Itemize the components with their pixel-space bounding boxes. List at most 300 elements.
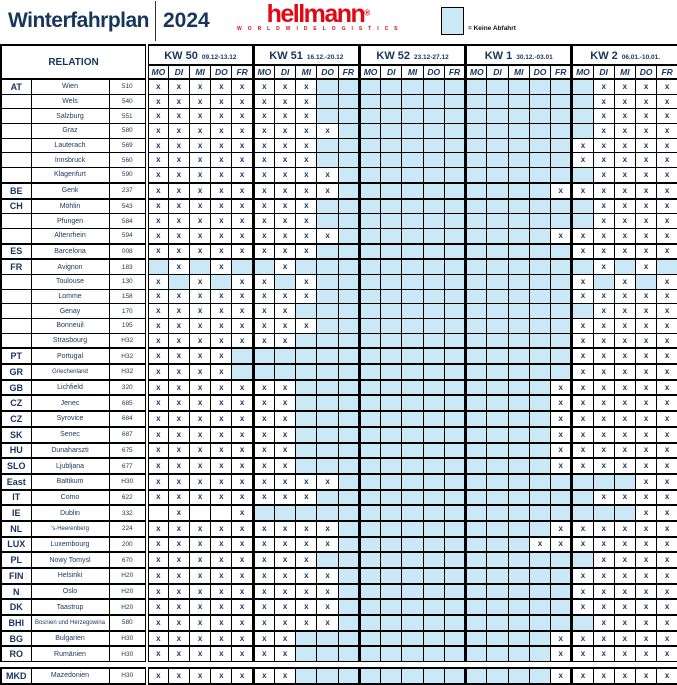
schedule-cell: x: [253, 79, 274, 94]
schedule-cell: [402, 214, 423, 229]
relation-name-cell: 's-Heerenberg: [31, 521, 109, 537]
relation-number-cell: 320: [109, 380, 147, 396]
schedule-cell: [508, 584, 529, 600]
schedule-cell: x: [168, 94, 189, 109]
schedule-cell: x: [190, 214, 211, 229]
schedule-cell: [487, 521, 508, 537]
relation-number-cell: 684: [109, 411, 147, 427]
schedule-cell: x: [211, 138, 232, 153]
country-code-cell: [1, 124, 31, 139]
day-header: DI: [593, 65, 614, 79]
schedule-cell: [529, 214, 550, 229]
schedule-cell: x: [614, 304, 635, 319]
schedule-cell: x: [147, 304, 168, 319]
schedule-cell: x: [232, 474, 253, 490]
schedule-cell: x: [253, 599, 274, 615]
relation-name-cell: Como: [31, 490, 109, 506]
country-code-cell: SLO: [1, 458, 31, 474]
schedule-cell: [359, 138, 380, 153]
schedule-cell: x: [657, 138, 677, 153]
schedule-cell: x: [593, 568, 614, 584]
schedule-cell: x: [211, 124, 232, 139]
keine-abfahrt-swatch: [441, 7, 464, 35]
schedule-cell: [466, 568, 487, 584]
logo-tagline: W O R L D W I D E L O G I S T I C S: [237, 26, 400, 32]
schedule-cell: [551, 214, 572, 229]
relation-number-cell: H30: [109, 474, 147, 490]
schedule-cell: [423, 631, 444, 647]
schedule-cell: x: [211, 584, 232, 600]
schedule-cell: x: [190, 333, 211, 348]
schedule-cell: [338, 443, 359, 459]
schedule-cell: [423, 427, 444, 443]
schedule-cell: [423, 364, 444, 380]
schedule-cell: [338, 153, 359, 168]
schedule-cell: [444, 244, 465, 260]
relation-name-cell: Taastrup: [31, 599, 109, 615]
schedule-cell: [487, 364, 508, 380]
schedule-cell: [402, 427, 423, 443]
schedule-cell: [508, 138, 529, 153]
schedule-cell: [466, 274, 487, 289]
schedule-cell: x: [593, 552, 614, 568]
schedule-cell: [551, 474, 572, 490]
schedule-cell: x: [657, 214, 677, 229]
schedule-cell: x: [168, 183, 189, 199]
schedule-cell: [529, 668, 550, 684]
schedule-cell: x: [232, 443, 253, 459]
day-header: DI: [168, 65, 189, 79]
schedule-cell: [423, 259, 444, 274]
schedule-cell: [444, 124, 465, 139]
schedule-cell: x: [657, 333, 677, 348]
schedule-cell: [423, 599, 444, 615]
schedule-cell: [529, 138, 550, 153]
schedule-cell: [402, 124, 423, 139]
schedule-cell: [487, 124, 508, 139]
schedule-cell: [317, 552, 338, 568]
schedule-cell: x: [593, 599, 614, 615]
schedule-cell: x: [296, 568, 317, 584]
schedule-cell: x: [232, 79, 253, 94]
relation-number-cell: 584: [109, 214, 147, 229]
schedule-cell: [402, 364, 423, 380]
schedule-cell: [381, 168, 402, 183]
schedule-cell: [572, 214, 593, 229]
schedule-cell: x: [657, 427, 677, 443]
schedule-cell: x: [657, 289, 677, 304]
schedule-cell: [381, 199, 402, 214]
schedule-cell: x: [274, 199, 295, 214]
schedule-cell: x: [317, 537, 338, 553]
schedule-cell: x: [572, 521, 593, 537]
schedule-cell: [402, 183, 423, 199]
schedule-cell: x: [168, 646, 189, 661]
schedule-cell: x: [232, 615, 253, 631]
schedule-cell: [359, 244, 380, 260]
relation-name-cell: Wels: [31, 94, 109, 109]
schedule-cell: [508, 348, 529, 364]
schedule-cell: x: [253, 411, 274, 427]
schedule-cell: x: [572, 584, 593, 600]
schedule-cell: [359, 427, 380, 443]
schedule-cell: [551, 599, 572, 615]
schedule-cell: [466, 348, 487, 364]
relation-number-cell: 183: [109, 259, 147, 274]
schedule-cell: x: [593, 214, 614, 229]
schedule-cell: x: [253, 183, 274, 199]
week-header-row: [1, 45, 677, 65]
schedule-cell: x: [657, 474, 677, 490]
schedule-cell: x: [211, 228, 232, 243]
schedule-cell: [168, 274, 189, 289]
schedule-cell: x: [274, 259, 295, 274]
schedule-cell: [317, 94, 338, 109]
relation-name-cell: Luxembourg: [31, 537, 109, 553]
table-row: [1, 395, 677, 411]
schedule-cell: [423, 490, 444, 506]
schedule-cell: x: [614, 109, 635, 124]
schedule-cell: [551, 584, 572, 600]
schedule-cell: x: [296, 521, 317, 537]
schedule-cell: [317, 259, 338, 274]
schedule-cell: x: [317, 168, 338, 183]
day-header: DO: [211, 65, 232, 79]
schedule-cell: [402, 490, 423, 506]
schedule-cell: x: [317, 599, 338, 615]
schedule-cell: x: [657, 228, 677, 243]
schedule-cell: x: [274, 124, 295, 139]
schedule-cell: x: [253, 199, 274, 214]
schedule-cell: [402, 411, 423, 427]
title-text: Winterfahrplan: [8, 9, 149, 32]
schedule-cell: x: [657, 411, 677, 427]
country-code-cell: [1, 228, 31, 243]
schedule-cell: [487, 443, 508, 459]
relation-number-cell: 008: [109, 244, 147, 260]
schedule-cell: [423, 109, 444, 124]
schedule-cell: x: [572, 599, 593, 615]
schedule-cell: x: [190, 228, 211, 243]
schedule-cell: x: [593, 395, 614, 411]
relation-header: RELATION: [1, 45, 147, 79]
schedule-cell: x: [296, 244, 317, 260]
schedule-cell: x: [211, 646, 232, 661]
schedule-cell: [296, 427, 317, 443]
table-row: [1, 168, 677, 183]
schedule-cell: x: [636, 94, 657, 109]
schedule-cell: [423, 199, 444, 214]
schedule-cell: [487, 168, 508, 183]
relation-name-cell: Griechenland: [31, 364, 109, 380]
schedule-cell: x: [253, 458, 274, 474]
schedule-cell: [487, 259, 508, 274]
schedule-cell: x: [253, 490, 274, 506]
schedule-cell: [402, 348, 423, 364]
relation-number-cell: 543: [109, 199, 147, 214]
schedule-cell: x: [253, 94, 274, 109]
schedule-cell: [338, 380, 359, 396]
schedule-cell: [466, 521, 487, 537]
schedule-cell: [402, 94, 423, 109]
schedule-cell: x: [593, 364, 614, 380]
schedule-cell: [487, 584, 508, 600]
schedule-cell: [487, 505, 508, 521]
relation-number-cell: H32: [109, 333, 147, 348]
schedule-cell: x: [593, 153, 614, 168]
schedule-cell: [402, 599, 423, 615]
schedule-cell: x: [147, 615, 168, 631]
schedule-cell: [402, 474, 423, 490]
schedule-cell: x: [190, 458, 211, 474]
schedule-cell: x: [147, 668, 168, 684]
schedule-cell: x: [572, 443, 593, 459]
schedule-cell: [551, 319, 572, 334]
relation-name-cell: Jenec: [31, 395, 109, 411]
schedule-cell: [636, 274, 657, 289]
schedule-cell: x: [636, 289, 657, 304]
relation-number-cell: 675: [109, 443, 147, 459]
schedule-cell: x: [572, 646, 593, 661]
schedule-cell: [572, 199, 593, 214]
schedule-cell: x: [296, 153, 317, 168]
schedule-cell: x: [614, 631, 635, 647]
schedule-cell: x: [274, 289, 295, 304]
schedule-cell: x: [636, 443, 657, 459]
schedule-cell: x: [147, 168, 168, 183]
schedule-cell: x: [572, 631, 593, 647]
country-code-cell: [1, 304, 31, 319]
table-row: [1, 153, 677, 168]
schedule-cell: [402, 395, 423, 411]
schedule-cell: x: [211, 599, 232, 615]
table-row: [1, 319, 677, 334]
schedule-cell: [359, 199, 380, 214]
schedule-cell: [232, 259, 253, 274]
country-code-cell: [1, 319, 31, 334]
schedule-cell: [317, 411, 338, 427]
schedule-cell: x: [614, 395, 635, 411]
schedule-cell: [444, 228, 465, 243]
schedule-cell: x: [190, 474, 211, 490]
table-row: [1, 474, 677, 490]
schedule-cell: [359, 274, 380, 289]
schedule-cell: [444, 168, 465, 183]
schedule-cell: [423, 380, 444, 396]
relation-number-cell: 170: [109, 304, 147, 319]
schedule-cell: x: [572, 568, 593, 584]
schedule-cell: x: [657, 364, 677, 380]
schedule-cell: x: [232, 304, 253, 319]
schedule-cell: [317, 214, 338, 229]
schedule-cell: x: [253, 168, 274, 183]
schedule-cell: x: [614, 615, 635, 631]
schedule-cell: x: [232, 411, 253, 427]
schedule-cell: [551, 94, 572, 109]
schedule-cell: x: [593, 411, 614, 427]
table-row: [1, 584, 677, 600]
schedule-cell: [296, 364, 317, 380]
schedule-cell: [402, 319, 423, 334]
schedule-cell: [444, 199, 465, 214]
schedule-cell: [551, 333, 572, 348]
schedule-cell: x: [168, 411, 189, 427]
schedule-cell: [190, 259, 211, 274]
schedule-cell: x: [211, 79, 232, 94]
schedule-cell: [466, 199, 487, 214]
schedule-cell: x: [253, 153, 274, 168]
schedule-cell: [529, 427, 550, 443]
schedule-cell: x: [636, 168, 657, 183]
schedule-cell: [466, 124, 487, 139]
schedule-cell: x: [593, 584, 614, 600]
schedule-cell: x: [168, 138, 189, 153]
relation-number-cell: H30: [109, 646, 147, 661]
table-row: [1, 348, 677, 364]
schedule-cell: x: [168, 333, 189, 348]
day-header: MO: [466, 65, 487, 79]
schedule-cell: [466, 395, 487, 411]
schedule-cell: x: [636, 458, 657, 474]
schedule-cell: [381, 138, 402, 153]
schedule-cell: x: [296, 214, 317, 229]
schedule-cell: x: [274, 304, 295, 319]
relation-name-cell: Dunaharszti: [31, 443, 109, 459]
schedule-cell: [487, 183, 508, 199]
schedule-cell: [359, 443, 380, 459]
schedule-cell: [529, 348, 550, 364]
schedule-cell: x: [147, 94, 168, 109]
schedule-cell: [508, 333, 529, 348]
relation-name-cell: Oslo: [31, 584, 109, 600]
schedule-cell: x: [317, 124, 338, 139]
legend-label: = Keine Abfahrt: [468, 25, 516, 32]
day-header: DO: [636, 65, 657, 79]
day-header: FR: [232, 65, 253, 79]
schedule-cell: [487, 109, 508, 124]
schedule-cell: [423, 94, 444, 109]
schedule-cell: [402, 259, 423, 274]
schedule-cell: [508, 395, 529, 411]
schedule-cell: [296, 411, 317, 427]
schedule-cell: [381, 474, 402, 490]
schedule-cell: [529, 505, 550, 521]
schedule-cell: [402, 199, 423, 214]
schedule-cell: x: [657, 319, 677, 334]
schedule-cell: x: [253, 138, 274, 153]
schedule-cell: x: [636, 380, 657, 396]
schedule-cell: x: [211, 668, 232, 684]
schedule-cell: x: [147, 348, 168, 364]
title-year: 2024: [162, 9, 210, 32]
schedule-cell: [359, 411, 380, 427]
schedule-cell: x: [190, 411, 211, 427]
schedule-cell: [444, 443, 465, 459]
schedule-cell: [296, 304, 317, 319]
schedule-cell: [466, 599, 487, 615]
schedule-cell: x: [274, 521, 295, 537]
day-header: MO: [253, 65, 274, 79]
country-code-cell: PL: [1, 552, 31, 568]
week-label: KW 52: [376, 50, 410, 62]
page-title: [8, 1, 210, 41]
schedule-cell: [529, 395, 550, 411]
table-row: [1, 364, 677, 380]
schedule-cell: [381, 289, 402, 304]
schedule-cell: [423, 552, 444, 568]
schedule-cell: x: [593, 646, 614, 661]
schedule-cell: x: [147, 568, 168, 584]
relation-number-cell: H20: [109, 599, 147, 615]
schedule-cell: x: [190, 646, 211, 661]
table-row: [1, 380, 677, 396]
relation-name-cell: Helsinki: [31, 568, 109, 584]
schedule-cell: [317, 319, 338, 334]
schedule-cell: [508, 109, 529, 124]
schedule-cell: x: [593, 94, 614, 109]
schedule-cell: [529, 124, 550, 139]
schedule-cell: [444, 380, 465, 396]
schedule-cell: x: [274, 228, 295, 243]
schedule-cell: x: [211, 395, 232, 411]
schedule-cell: [529, 153, 550, 168]
country-code-cell: LUX: [1, 537, 31, 553]
schedule-cell: x: [211, 259, 232, 274]
schedule-cell: [444, 411, 465, 427]
schedule-cell: x: [190, 183, 211, 199]
schedule-cell: x: [636, 490, 657, 506]
schedule-cell: [529, 364, 550, 380]
schedule-cell: x: [168, 304, 189, 319]
schedule-cell: [317, 199, 338, 214]
schedule-cell: x: [190, 615, 211, 631]
schedule-cell: x: [211, 244, 232, 260]
schedule-cell: [423, 183, 444, 199]
schedule-cell: [338, 474, 359, 490]
relation-name-cell: Bosnien und Herzegowina: [31, 615, 109, 631]
schedule-cell: x: [593, 259, 614, 274]
schedule-cell: x: [211, 304, 232, 319]
schedule-cell: x: [657, 646, 677, 661]
schedule-cell: [381, 228, 402, 243]
schedule-cell: x: [190, 244, 211, 260]
schedule-cell: [423, 168, 444, 183]
schedule-cell: [381, 109, 402, 124]
schedule-cell: [551, 259, 572, 274]
schedule-cell: [444, 274, 465, 289]
schedule-cell: x: [296, 168, 317, 183]
schedule-cell: x: [190, 584, 211, 600]
schedule-cell: [338, 304, 359, 319]
schedule-cell: x: [636, 228, 657, 243]
schedule-cell: [423, 214, 444, 229]
schedule-cell: x: [232, 289, 253, 304]
schedule-cell: [359, 364, 380, 380]
schedule-cell: x: [253, 521, 274, 537]
schedule-cell: x: [657, 380, 677, 396]
schedule-cell: [487, 427, 508, 443]
schedule-cell: [253, 364, 274, 380]
schedule-cell: [466, 505, 487, 521]
schedule-cell: [529, 458, 550, 474]
schedule-cell: [551, 505, 572, 521]
schedule-cell: x: [296, 289, 317, 304]
day-header: FR: [551, 65, 572, 79]
schedule-cell: [381, 537, 402, 553]
relation-number-cell: 130: [109, 274, 147, 289]
schedule-cell: [444, 646, 465, 661]
schedule-cell: [466, 109, 487, 124]
